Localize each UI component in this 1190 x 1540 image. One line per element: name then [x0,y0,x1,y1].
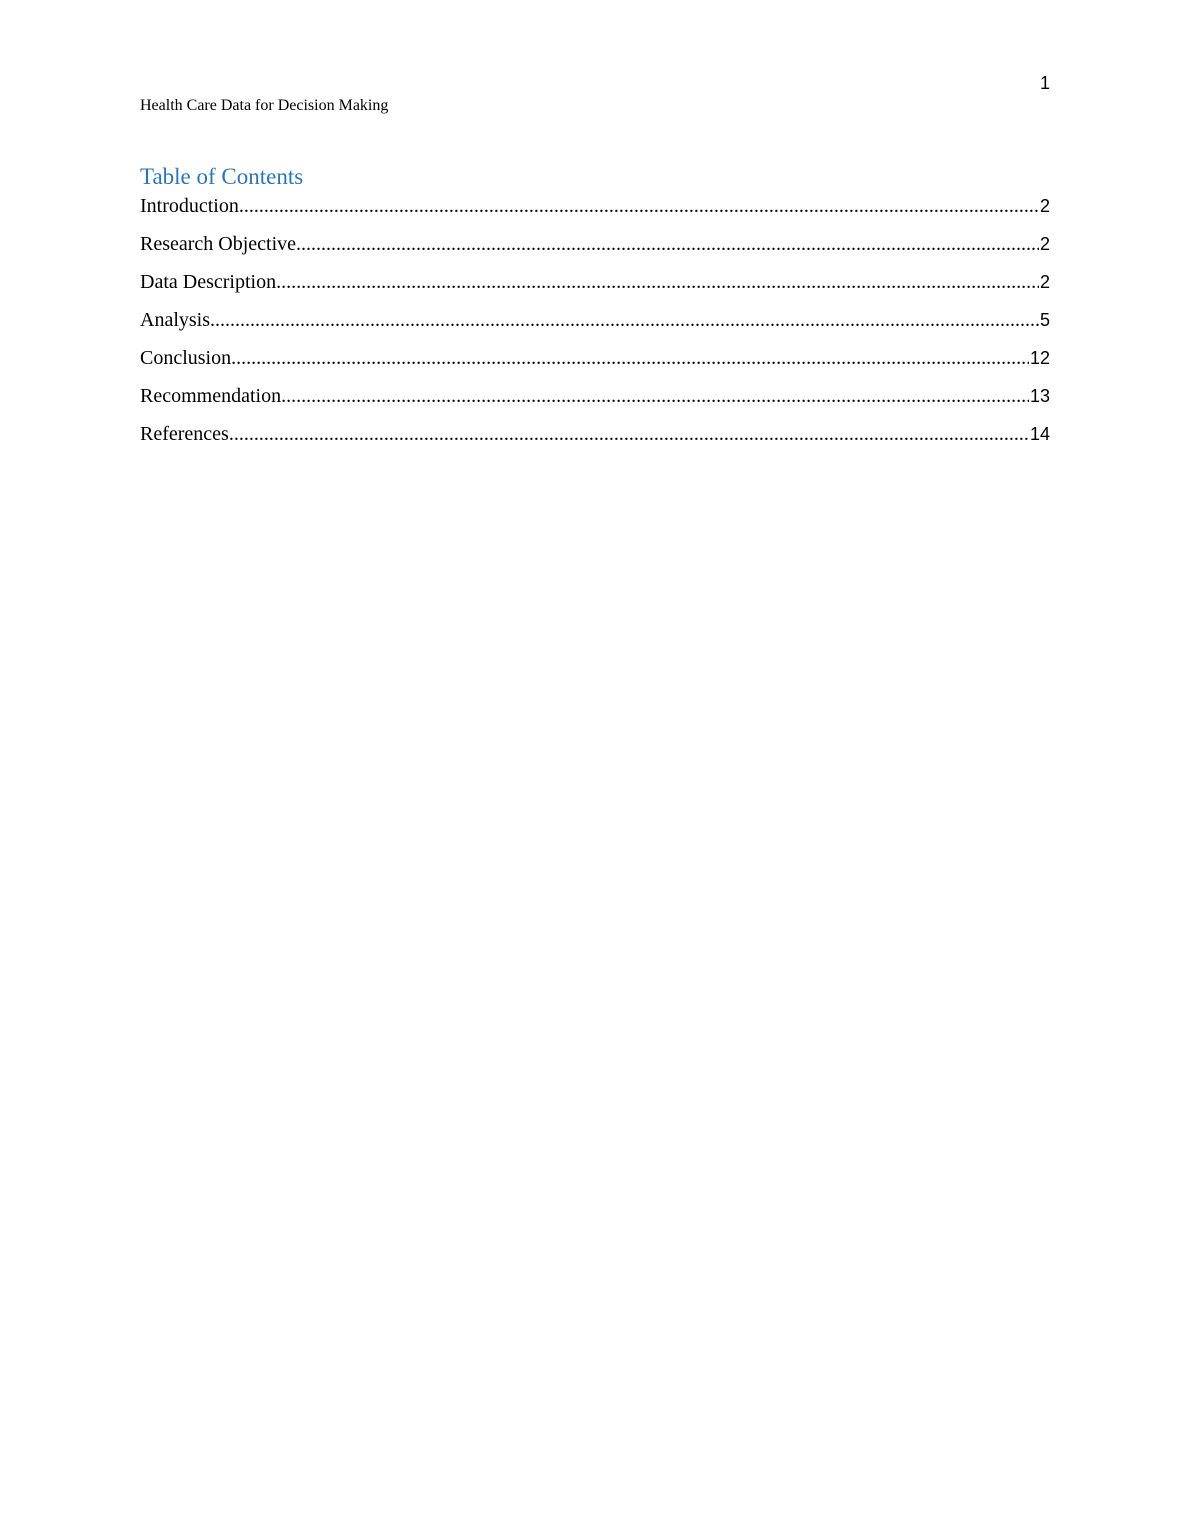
toc-leader [296,230,1039,258]
toc-entry-analysis[interactable] [140,306,1050,344]
toc-entry-title: Recommendation [140,385,282,407]
toc-entry-page: 2 [1039,196,1050,216]
toc-heading: Table of Contents [140,164,304,189]
toc-entry-page: 5 [1039,310,1050,330]
toc-entry-page: 13 [1029,386,1050,406]
toc-entry-title: Analysis [140,309,210,331]
toc-entry-page: 12 [1029,348,1050,368]
toc-entry-title: Introduction [140,195,239,217]
toc-list [140,192,1050,458]
running-head: Health Care Data for Decision Making [140,97,389,114]
toc-entry-introduction[interactable] [140,192,1050,230]
toc-entry-research-objective[interactable] [140,230,1050,268]
toc-entry-title: References [140,423,229,445]
toc-entry-title: Data Description [140,271,277,293]
toc-entry-title: Conclusion [140,347,232,369]
toc-entry-references[interactable] [140,420,1050,458]
toc-entry-conclusion[interactable] [140,344,1050,382]
toc-entry-recommendation[interactable] [140,382,1050,420]
toc-leader [276,268,1039,296]
toc-entry-page: 14 [1029,424,1050,444]
toc-leader [239,192,1039,220]
toc-entry-page: 2 [1039,272,1050,292]
page-number: 1 [1039,73,1050,93]
toc-entry-title: Research Objective [140,233,297,255]
toc-leader [210,306,1039,334]
toc-entry-page: 2 [1039,234,1050,254]
toc-leader [231,344,1029,372]
toc-leader [229,420,1029,448]
toc-leader [281,382,1029,410]
toc-entry-data-description[interactable] [140,268,1050,306]
